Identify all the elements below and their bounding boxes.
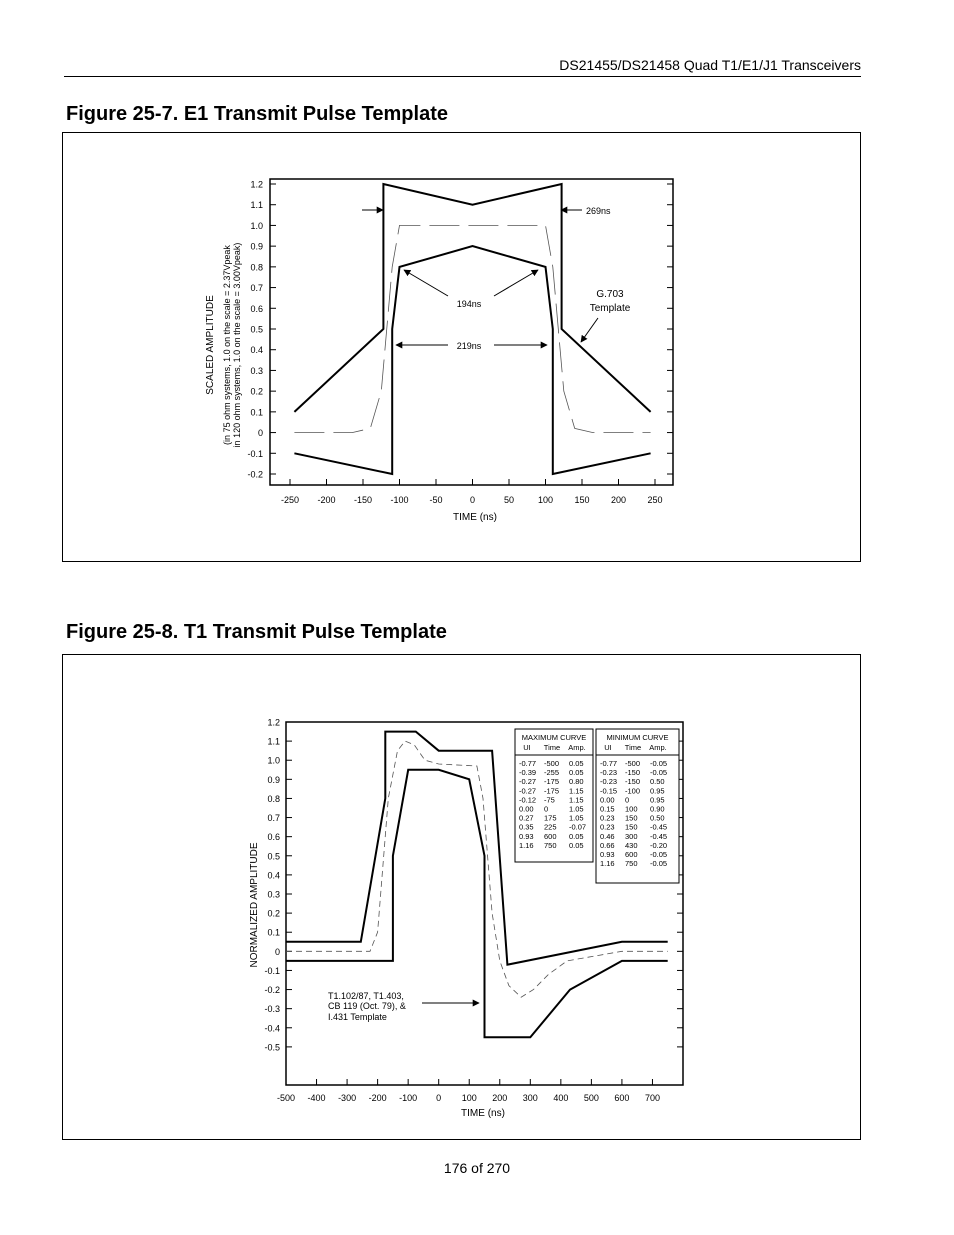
e1-y-tick-label: 1.2 xyxy=(250,179,263,190)
max-table-cell: 1.05 xyxy=(569,813,584,823)
t1-x-tick-label: 300 xyxy=(522,1093,538,1103)
figure-1-title: Figure 25-7. E1 Transmit Pulse Template xyxy=(66,103,448,125)
t1-x-ticks xyxy=(277,1079,660,1103)
min-table-cell: -150 xyxy=(625,777,641,787)
e1-y-tick-label: 0.7 xyxy=(250,283,263,294)
min-table-cell: -0.45 xyxy=(650,822,668,832)
max-table-cell: -0.77 xyxy=(519,759,537,768)
e1-y-axis-label: SCALED AMPLITUDE xyxy=(205,295,216,395)
min-table-cell: 0.90 xyxy=(650,804,665,814)
min-table-cell: -0.05 xyxy=(650,768,668,778)
t1-annotation-line-3: I.431 Template xyxy=(328,1012,387,1022)
max-table-cell: 0.35 xyxy=(519,822,534,832)
min-table-cell: 1.16 xyxy=(600,859,615,869)
e1-x-tick-label: 100 xyxy=(537,495,554,505)
e1-x-tick-label: 50 xyxy=(503,495,515,505)
min-table-cell: 300 xyxy=(625,831,638,841)
min-table-cell: -0.77 xyxy=(600,759,618,768)
min-table-cell: -0.05 xyxy=(650,850,668,859)
e1-x-tick-label: -250 xyxy=(280,495,300,505)
min-table-cell: 0.93 xyxy=(600,850,615,859)
max-table-cell: 1.05 xyxy=(569,804,584,814)
e1-y-tick-label: 0.4 xyxy=(250,345,263,356)
min-table-header: UI xyxy=(604,743,612,752)
t1-y-tick-label: -0.4 xyxy=(264,1023,280,1034)
e1-y-tick-label: 0 xyxy=(257,428,263,439)
e1-x-tick-label: -50 xyxy=(429,495,443,505)
e1-template-label-2: Template xyxy=(589,303,631,314)
t1-pulse-chart xyxy=(249,718,683,1120)
figure-2-title: Figure 25-8. T1 Transmit Pulse Template xyxy=(66,621,447,643)
e1-y-axis-sublabel-1: (in 75 ohm systems, 1.0 on the scale = 2.37Vpeak xyxy=(222,245,232,445)
max-table-cell: 175 xyxy=(544,813,557,823)
e1-x-tick-label: -200 xyxy=(317,495,336,505)
min-table-cell: 0.00 xyxy=(600,795,615,805)
min-curve-table xyxy=(596,729,679,883)
t1-y-tick-label: 1.2 xyxy=(267,717,280,728)
min-table-cell: -0.23 xyxy=(600,768,618,778)
t1-y-tick-label: 1.1 xyxy=(267,736,280,747)
t1-x-tick-label: -400 xyxy=(307,1093,326,1103)
e1-template-arrow xyxy=(581,318,598,342)
max-table-cell: 600 xyxy=(544,831,557,841)
t1-y-tick-label: 0.7 xyxy=(267,813,280,824)
max-table-cell: -0.39 xyxy=(519,768,537,778)
max-table-title: MAXIMUM CURVE xyxy=(521,733,587,742)
t1-y-tick-label: -0.2 xyxy=(264,985,280,996)
min-table-cell: 0.15 xyxy=(600,804,615,814)
page-header: DS21455/DS21458 Quad T1/E1/J1 Transceivers xyxy=(559,57,861,73)
e1-y-tick-label: -0.2 xyxy=(247,469,263,480)
max-table-cell: 0 xyxy=(544,804,549,814)
max-table-cell: -0.12 xyxy=(519,795,537,805)
min-table-cell: -0.23 xyxy=(600,777,618,787)
min-table-cell: 430 xyxy=(625,840,638,850)
max-table-cell: 0.05 xyxy=(569,768,584,778)
max-table-header: Amp. xyxy=(568,743,586,752)
min-table-cell: 0.66 xyxy=(600,840,615,850)
min-table-cell: 0.95 xyxy=(650,786,665,796)
max-table-cell: 0.00 xyxy=(519,804,534,814)
min-table-cell: 0.46 xyxy=(600,831,615,841)
e1-y-tick-label: 0.1 xyxy=(250,407,263,418)
min-table-cell: 100 xyxy=(625,804,638,814)
min-table-cell: 150 xyxy=(625,822,638,832)
e1-y-axis-sublabel-2: in 120 ohm systems, 1.0 on the scale = 3.00Vpeak) xyxy=(232,242,242,448)
t1-y-tick-label: 0.8 xyxy=(267,793,280,804)
max-table-cell: 0.05 xyxy=(569,831,584,841)
min-table-cell: -500 xyxy=(625,759,641,768)
max-table-cell: 0.93 xyxy=(519,831,534,841)
max-table-cell: 0.27 xyxy=(519,813,534,823)
min-table-cell: 600 xyxy=(625,850,638,859)
t1-x-tick-label: -500 xyxy=(276,1093,296,1103)
max-table-cell: 750 xyxy=(544,840,557,850)
t1-y-tick-label: -0.5 xyxy=(264,1042,280,1053)
e1-x-ticks xyxy=(281,479,663,505)
min-table-cell: 0.95 xyxy=(650,795,665,805)
max-table-cell: 0.05 xyxy=(569,759,584,768)
max-table-cell: -75 xyxy=(544,795,555,805)
min-table-cell: -0.20 xyxy=(650,840,668,850)
min-table-title: MINIMUM CURVE xyxy=(606,733,669,742)
e1-x-tick-label: 150 xyxy=(574,495,590,505)
e1-y-tick-label: 0.2 xyxy=(250,386,263,397)
min-table-cell: -150 xyxy=(625,768,641,778)
e1-x-axis-label: TIME (ns) xyxy=(453,512,497,523)
min-table-header: Amp. xyxy=(649,743,667,752)
max-table-cell: 225 xyxy=(544,822,557,832)
e1-y-ticks xyxy=(247,180,673,480)
e1-219ns-label: 219ns xyxy=(456,341,482,351)
t1-x-tick-label: 200 xyxy=(492,1093,508,1103)
min-table-cell: -100 xyxy=(625,786,641,796)
e1-y-tick-label: 0.6 xyxy=(250,303,263,314)
t1-y-tick-label: 1.0 xyxy=(267,755,280,766)
e1-series-nominal-dashed xyxy=(294,225,650,432)
t1-y-axis-label: NORMALIZED AMPLITUDE xyxy=(249,842,260,968)
t1-x-tick-label: 600 xyxy=(614,1093,630,1103)
e1-template-label-1: G.703 xyxy=(596,289,624,300)
t1-x-tick-label: 400 xyxy=(553,1093,569,1103)
t1-x-tick-label: 700 xyxy=(644,1093,660,1103)
e1-194ns-label: 194ns xyxy=(456,299,482,309)
e1-series-limit-1 xyxy=(294,246,650,474)
max-table-cell: -500 xyxy=(544,759,560,768)
max-table-cell: -255 xyxy=(544,768,560,778)
t1-y-tick-label: 0.1 xyxy=(267,927,280,938)
t1-x-tick-label: -200 xyxy=(368,1093,387,1103)
e1-194ns-left-arrow xyxy=(404,270,448,296)
e1-y-tick-label: -0.1 xyxy=(247,448,263,459)
e1-y-tick-label: 0.8 xyxy=(250,262,263,273)
t1-y-tick-label: 0.2 xyxy=(267,908,280,919)
max-table-cell: -0.07 xyxy=(569,822,587,832)
t1-y-tick-label: 0.4 xyxy=(267,870,280,881)
max-curve-table xyxy=(515,729,593,862)
max-table-header: Time xyxy=(543,743,561,752)
min-table-cell: 0.50 xyxy=(650,777,665,787)
t1-x-tick-label: 500 xyxy=(583,1093,599,1103)
max-table-cell: -175 xyxy=(544,777,560,787)
t1-annotation-line-1: T1.102/87, T1.403, xyxy=(328,991,404,1001)
min-table-cell: 150 xyxy=(625,813,638,823)
max-table-cell: 1.15 xyxy=(569,786,584,796)
t1-y-tick-label: 0.3 xyxy=(267,889,280,900)
page-footer: 176 of 270 xyxy=(443,1160,511,1176)
min-table-cell: -0.45 xyxy=(650,831,668,841)
max-table-cell: 0.05 xyxy=(569,840,584,850)
t1-y-tick-label: -0.1 xyxy=(264,965,280,976)
e1-y-tick-label: 1.0 xyxy=(250,220,263,231)
t1-y-tick-label: 0.9 xyxy=(267,774,280,785)
max-table-cell: 1.16 xyxy=(519,840,534,850)
max-table-cell: -175 xyxy=(544,786,560,796)
e1-x-tick-label: -100 xyxy=(390,495,409,505)
min-table-cell: 0.23 xyxy=(600,822,615,832)
e1-pulse-chart xyxy=(205,179,673,523)
e1-x-tick-label: 0 xyxy=(469,495,476,505)
t1-x-tick-label: -100 xyxy=(399,1093,418,1103)
max-table-cell: -0.27 xyxy=(519,786,537,796)
t1-x-tick-label: 0 xyxy=(436,1093,442,1103)
e1-y-tick-label: 0.3 xyxy=(250,365,263,376)
e1-plot-area xyxy=(270,179,673,485)
e1-x-tick-label: 200 xyxy=(610,495,627,505)
e1-269ns-label: 269ns xyxy=(586,206,611,216)
min-table-cell: -0.15 xyxy=(600,786,618,796)
t1-annotation-line-2: CB 119 (Oct. 79), & xyxy=(328,1001,406,1011)
t1-y-tick-label: 0.6 xyxy=(267,832,280,843)
e1-y-tick-label: 0.9 xyxy=(250,241,263,252)
max-table-cell: -0.27 xyxy=(519,777,537,787)
t1-y-tick-label: 0.5 xyxy=(267,851,280,862)
t1-x-tick-label: -300 xyxy=(338,1093,357,1103)
t1-x-tick-label: 100 xyxy=(461,1093,477,1103)
e1-194ns-right-arrow xyxy=(494,270,538,296)
min-table-header: Time xyxy=(624,743,642,752)
min-table-cell: 0 xyxy=(625,795,630,805)
min-table-cell: -0.05 xyxy=(650,759,668,768)
e1-series xyxy=(294,184,650,474)
min-table-cell: 0.50 xyxy=(650,813,665,823)
max-table-cell: 0.80 xyxy=(569,777,584,787)
e1-y-tick-label: 0.5 xyxy=(250,324,263,335)
min-table-cell: 0.23 xyxy=(600,813,615,823)
min-table-cell: 750 xyxy=(625,859,638,869)
max-table-cell: 1.15 xyxy=(569,795,584,805)
min-table-cell: -0.05 xyxy=(650,859,668,869)
max-table-header: UI xyxy=(523,743,531,752)
e1-y-tick-label: 1.1 xyxy=(250,200,263,211)
t1-x-axis-label: TIME (ns) xyxy=(461,1108,505,1119)
e1-x-tick-label: 250 xyxy=(647,495,663,505)
t1-y-tick-label: 0 xyxy=(274,946,280,957)
e1-x-tick-label: -150 xyxy=(353,495,373,505)
t1-y-tick-label: -0.3 xyxy=(264,1004,280,1015)
